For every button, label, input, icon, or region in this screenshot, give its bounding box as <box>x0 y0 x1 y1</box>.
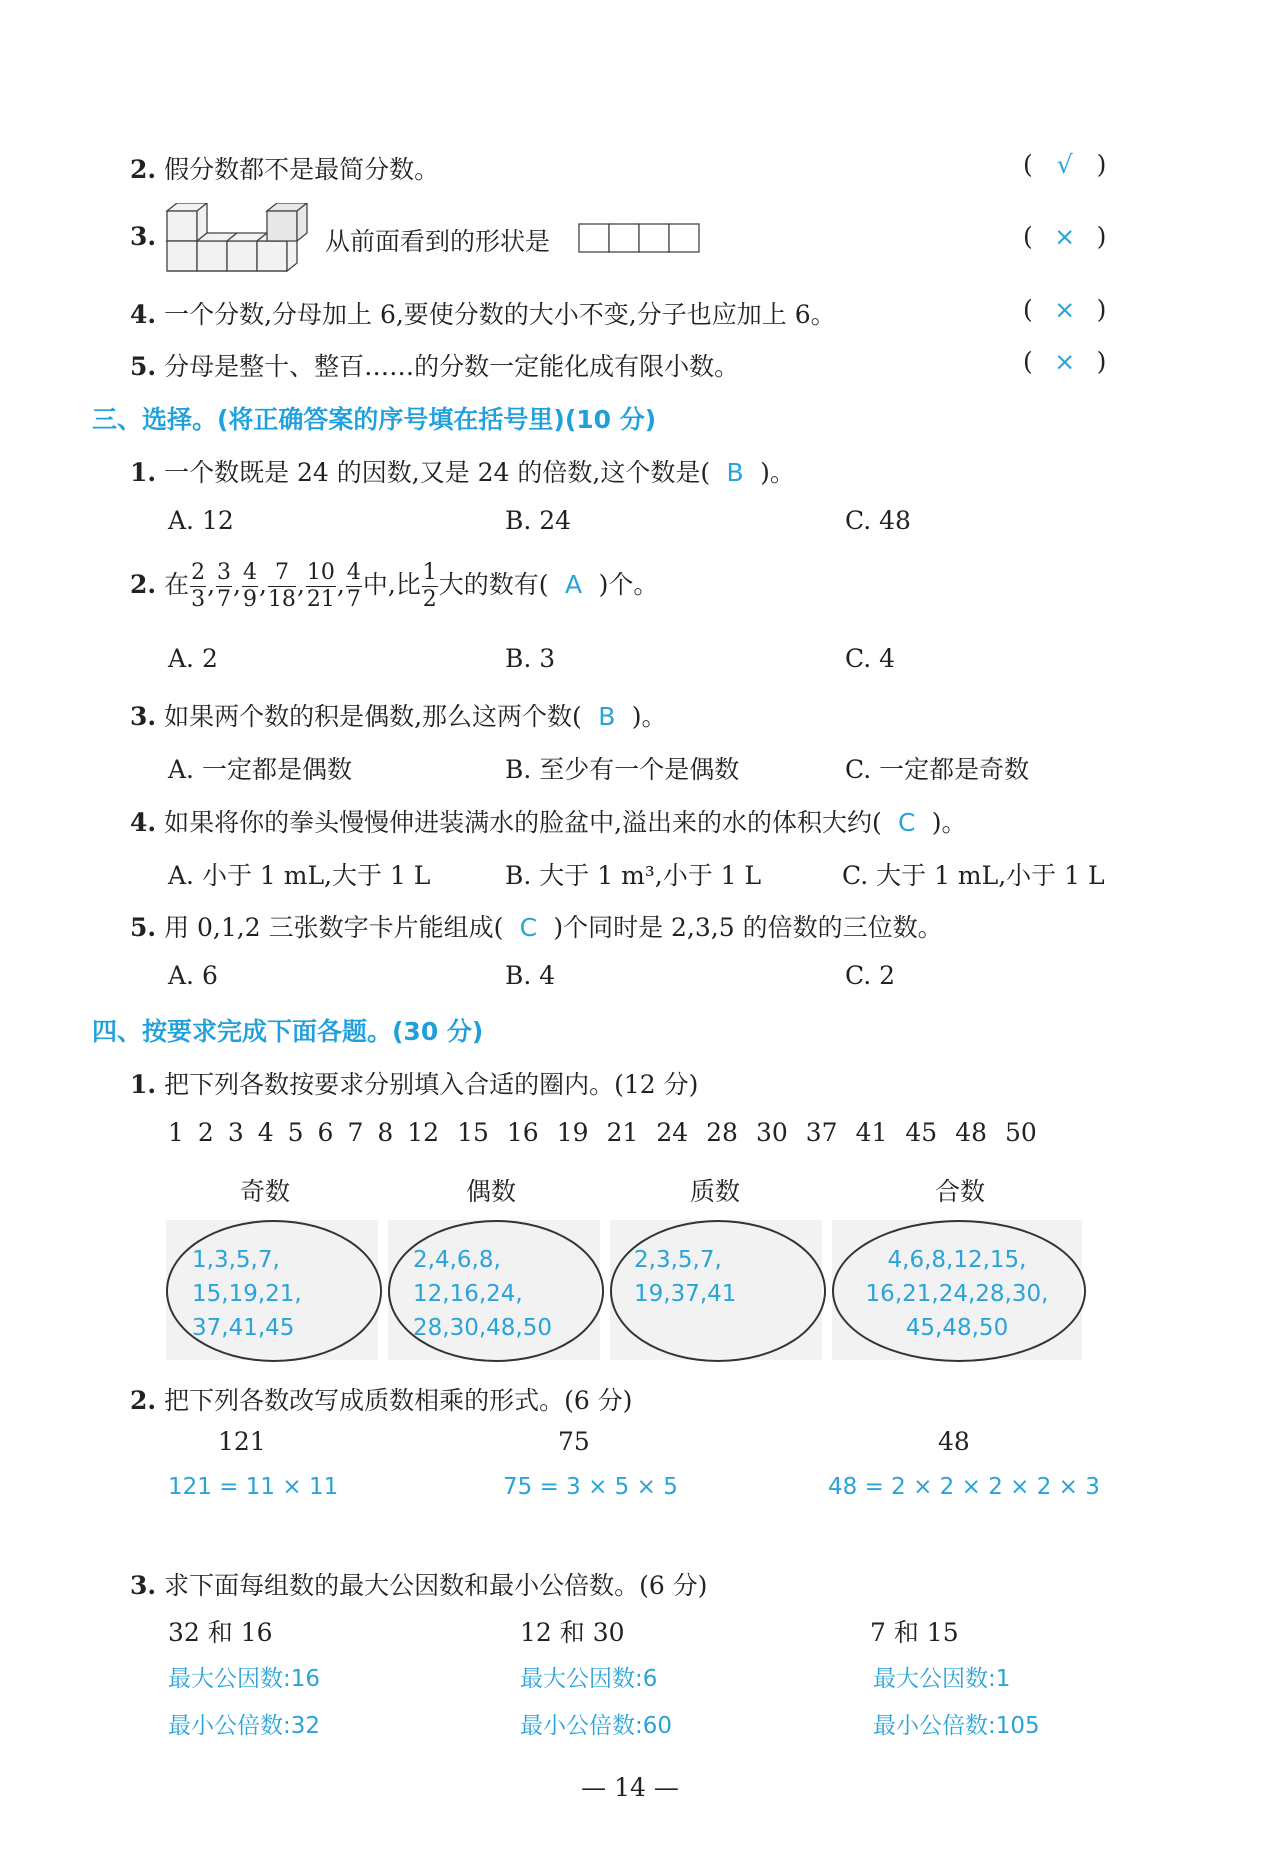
denominator: 3 <box>191 587 206 612</box>
cube-figure <box>165 203 317 273</box>
question-text-end: )个同时是 2,3,5 的倍数的三位数。 <box>553 913 943 942</box>
question-text-end: )。 <box>760 458 795 487</box>
number-item: 41 <box>855 1118 888 1147</box>
task-q2 <box>130 1381 632 1417</box>
question-text-mid2: 大的数有( <box>438 570 549 599</box>
lcm-answer: 最小公倍数:32 <box>168 1713 321 1739</box>
prime-answers <box>634 1243 736 1311</box>
numerator: 10 <box>306 560 335 585</box>
judge-item-4 <box>130 295 836 331</box>
group-label-odd: 奇数 <box>240 1177 291 1206</box>
judge-item-3-text <box>325 222 550 258</box>
number-item: 16 <box>506 1118 539 1147</box>
choice-answer: C <box>519 913 538 942</box>
option-a: A. 一定都是偶数 <box>168 755 352 784</box>
numerator: 1 <box>422 560 437 585</box>
numerator: 3 <box>217 560 232 585</box>
answer-paren <box>1023 222 1106 251</box>
option-b: B. 4 <box>505 961 556 990</box>
group-label-composite: 合数 <box>935 1177 986 1206</box>
question-text-end: )。 <box>931 808 967 837</box>
check-mark-answer: √ <box>1056 150 1073 179</box>
answer-line: 28,30,48,50 <box>413 1315 552 1341</box>
option-c: C. 2 <box>845 961 896 990</box>
option-c: C. 4 <box>845 644 896 673</box>
option-b: B. 至少有一个是偶数 <box>505 755 740 784</box>
item-number: 5. <box>130 913 157 942</box>
item-number: 2. <box>130 155 157 184</box>
number-pair: 32 和 16 <box>168 1618 273 1647</box>
numerator: 2 <box>191 560 206 585</box>
denominator: 18 <box>267 587 296 612</box>
factor-value: 121 <box>218 1427 266 1456</box>
answer-line: 37,41,45 <box>192 1315 295 1341</box>
number-list <box>168 1118 1088 1147</box>
numerator: 4 <box>242 560 257 585</box>
fraction-half <box>422 562 438 611</box>
item-text: 从前面看到的形状是 <box>325 227 551 256</box>
option-a: A. 6 <box>168 961 218 990</box>
task-q3 <box>130 1566 707 1602</box>
question-text: 一个数既是 24 的因数,又是 24 的倍数,这个数是( <box>164 458 711 487</box>
item-number: 3. <box>130 702 157 731</box>
number-item: 8 <box>377 1118 394 1147</box>
option-b: B. 24 <box>505 506 572 535</box>
item-text: 分母是整十、整百……的分数一定能化成有限小数。 <box>164 352 740 381</box>
task-q1 <box>130 1065 698 1101</box>
choice-q2: 2. 在 $\frac{2}{3}$ , $\frac{3}{7}$ , $\frac{4}{9}$ , $\frac{7}{18}$ , $\frac{10}{21}$ , $\frac{4}{7}$ 中,比 $\frac{1}{2}$ 大的数有( A )个。 <box>130 560 659 612</box>
choice-answer: B <box>726 458 744 487</box>
factor-value: 48 <box>938 1427 970 1456</box>
choice-q5 <box>130 908 943 944</box>
item-number: 3. <box>130 222 157 251</box>
option-b: B. 大于 1 m³,小于 1 L <box>505 861 762 890</box>
option-c: C. 48 <box>845 506 911 535</box>
number-item: 24 <box>656 1118 689 1147</box>
choice-q1 <box>130 453 795 489</box>
odd-answers <box>192 1243 302 1345</box>
paren-close: ) <box>1096 222 1107 251</box>
factor-answer: 121 = 11 × 11 <box>168 1474 339 1500</box>
answer-paren <box>1023 295 1106 324</box>
section-4-title: 四、按要求完成下面各题。(30 分) <box>92 1017 484 1046</box>
choice-answer: B <box>598 702 616 731</box>
item-number: 2. <box>130 570 157 599</box>
question-text: 用 0,1,2 三张数字卡片能组成( <box>164 913 504 942</box>
composite-answers <box>838 1243 1076 1345</box>
question-text-mid: 中,比 <box>362 570 421 599</box>
fraction <box>190 562 206 611</box>
gcd-answer: 最大公因数:1 <box>873 1666 1011 1692</box>
answer-paren <box>1023 347 1106 376</box>
paren-open: ( <box>1023 150 1033 179</box>
numerator: 4 <box>346 560 361 585</box>
factor-value: 75 <box>558 1427 590 1456</box>
section-3-title: 三、选择。(将正确答案的序号填在括号里)(10 分) <box>92 405 657 434</box>
item-text: 假分数都不是最简分数。 <box>164 155 440 184</box>
number-item: 12 <box>407 1118 440 1147</box>
denominator: 7 <box>217 587 232 612</box>
page-number: — 14 — <box>581 1773 679 1802</box>
answer-line: 19,37,41 <box>634 1281 737 1307</box>
question-text-end: )个。 <box>598 570 659 599</box>
fraction <box>216 562 232 611</box>
question-text: 求下面每组数的最大公因数和最小公倍数。(6 分) <box>164 1571 708 1600</box>
item-number: 4. <box>130 808 157 837</box>
number-item: 28 <box>706 1118 738 1147</box>
choice-answer: C <box>898 808 916 837</box>
fraction <box>306 562 336 611</box>
number-item: 7 <box>347 1118 364 1147</box>
factor-answer: 75 = 3 × 5 × 5 <box>503 1474 678 1500</box>
number-item: 50 <box>1005 1118 1037 1147</box>
judge-item-2 <box>130 150 439 186</box>
question-text: 把下列各数改写成质数相乘的形式。(6 分) <box>164 1386 633 1415</box>
number-item: 45 <box>905 1118 938 1147</box>
number-pair: 7 和 15 <box>870 1618 959 1647</box>
gcd-answer: 最大公因数:6 <box>520 1666 658 1692</box>
answer-line: 4,6,8,12,15, <box>887 1247 1027 1273</box>
paren-close: ) <box>1096 295 1107 324</box>
answer-paren <box>1023 150 1106 179</box>
question-text: 如果两个数的积是偶数,那么这两个数( <box>164 702 582 731</box>
lcm-answer: 最小公倍数:105 <box>873 1713 1040 1739</box>
option-c: C. 一定都是奇数 <box>845 755 1030 784</box>
paren-open: ( <box>1023 347 1033 376</box>
denominator: 7 <box>346 587 361 612</box>
denominator: 9 <box>242 587 257 612</box>
fraction <box>242 562 258 611</box>
number-item: 15 <box>457 1118 489 1147</box>
fraction <box>346 562 362 611</box>
item-number: 1. <box>130 1070 157 1099</box>
choice-q3 <box>130 697 667 733</box>
judge-item-3-number <box>130 222 156 251</box>
number-item: 1 <box>168 1118 184 1147</box>
fraction <box>268 562 296 611</box>
lcm-answer: 最小公倍数:60 <box>520 1713 673 1739</box>
factor-answer: 48 = 2 × 2 × 2 × 2 × 3 <box>828 1474 1100 1500</box>
number-item: 30 <box>755 1118 788 1147</box>
group-label-even: 偶数 <box>466 1177 517 1206</box>
choice-answer: A <box>565 570 583 599</box>
number-item: 3 <box>227 1118 244 1147</box>
item-number: 1. <box>130 458 157 487</box>
number-item: 48 <box>955 1118 987 1147</box>
option-c: C. 大于 1 mL,小于 1 L <box>842 861 1105 890</box>
denominator: 2 <box>422 587 437 612</box>
number-item: 2 <box>197 1118 214 1147</box>
option-a: A. 2 <box>168 644 218 673</box>
paren-open: ( <box>1023 295 1033 324</box>
option-a: A. 小于 1 mL,大于 1 L <box>168 861 431 890</box>
item-number: 5. <box>130 352 157 381</box>
group-label-prime: 质数 <box>690 1177 741 1206</box>
judge-item-5 <box>130 347 739 383</box>
answer-line: 2,3,5,7, <box>634 1247 722 1273</box>
answer-line: 1,3,5,7, <box>192 1247 280 1273</box>
item-number: 2. <box>130 1386 157 1415</box>
question-text: 把下列各数按要求分别填入合适的圈内。(12 分) <box>164 1070 699 1099</box>
item-text: 一个分数,分母加上 6,要使分数的大小不变,分子也应加上 6。 <box>164 300 836 329</box>
item-number: 3. <box>130 1571 157 1600</box>
answer-line: 16,21,24,28,30, <box>865 1281 1049 1307</box>
number-item: 4 <box>257 1118 274 1147</box>
answer-line: 15,19,21, <box>192 1281 302 1307</box>
numerator: 7 <box>268 562 296 587</box>
question-text: 在 <box>164 570 190 599</box>
option-b: B. 3 <box>505 644 556 673</box>
option-a: A. 12 <box>168 506 234 535</box>
cross-mark-answer: × <box>1054 222 1076 251</box>
question-text-end: )。 <box>631 702 667 731</box>
number-item: 6 <box>317 1118 334 1147</box>
question-text: 如果将你的拳头慢慢伸进装满水的脸盆中,溢出来的水的体积大约( <box>164 808 882 837</box>
cross-mark-answer: × <box>1054 295 1076 324</box>
choice-q4 <box>130 803 967 839</box>
number-item: 37 <box>805 1118 838 1147</box>
denominator: 21 <box>306 587 335 612</box>
item-number: 4. <box>130 300 157 329</box>
paren-open: ( <box>1023 222 1033 251</box>
even-answers <box>413 1243 552 1345</box>
paren-close: ) <box>1096 150 1107 179</box>
cross-mark-answer: × <box>1054 347 1076 376</box>
number-item: 5 <box>287 1118 304 1147</box>
number-item: 19 <box>556 1118 589 1147</box>
answer-line: 2,4,6,8, <box>413 1247 501 1273</box>
number-item: 21 <box>606 1118 639 1147</box>
number-pair: 12 和 30 <box>520 1618 625 1647</box>
gcd-answer: 最大公因数:16 <box>168 1666 321 1692</box>
answer-line: 45,48,50 <box>905 1315 1009 1341</box>
paren-close: ) <box>1096 347 1107 376</box>
front-view-figure <box>578 223 700 253</box>
answer-line: 12,16,24, <box>413 1281 523 1307</box>
